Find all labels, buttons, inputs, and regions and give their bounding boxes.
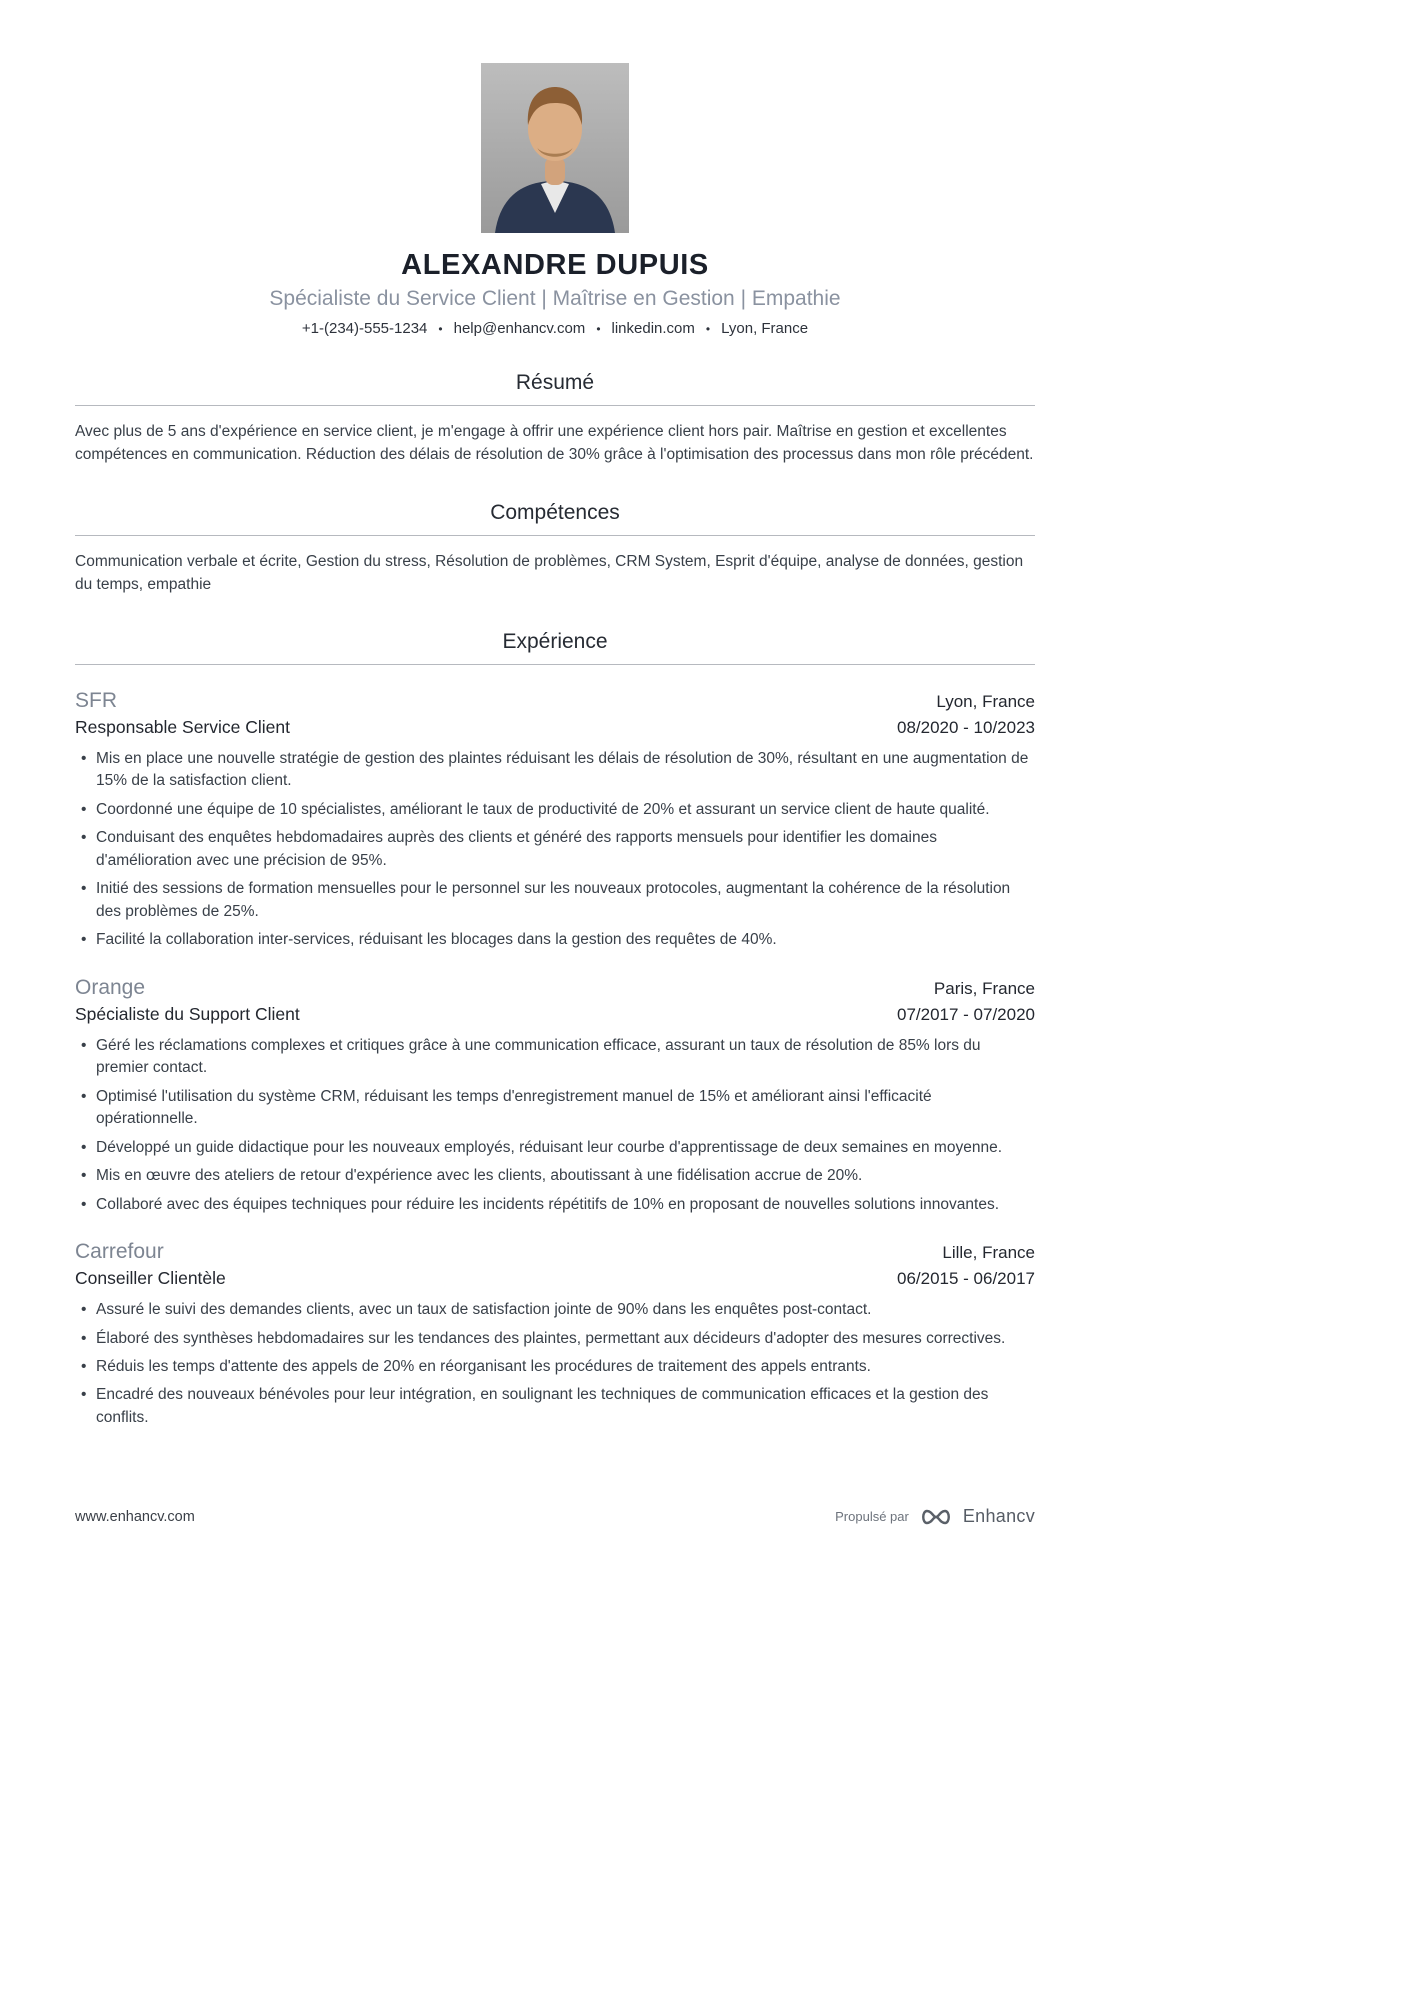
enhancv-brand: Enhancv [962,1506,1035,1526]
profile-photo [481,63,629,233]
location-text: Lyon, France [721,320,809,337]
resume-content [75,0,1035,1429]
header [75,0,1035,337]
powered-by-label: Propulsé par [835,1509,909,1524]
linkedin-link[interactable]: linkedin.com [611,320,695,337]
bullet-item: • Développé un guide didactique pour les nouveaux employés, réduisant leur courbe d'apprentissage de deux semaines en moyenne. [75,1137,1035,1159]
job-header-row [75,976,1035,1000]
person-name: ALEXANDRE DUPUIS [401,249,709,281]
job-title: Spécialiste du Support Client [75,1003,300,1024]
bullet-item: • Mis en œuvre des ateliers de retour d'expérience avec les clients, aboutissant à une fidélisation accrue de 20%. [75,1165,1035,1187]
bullet-item: • Conduisant des enquêtes hebdomadaires auprès des clients et généré des rapports mensuels pour identifier les domaines d'amélioration avec une précision de 95%. [75,827,1035,872]
resume-section-title: Résumé [75,371,1035,406]
email-link[interactable]: help@enhancv.com [453,320,586,337]
job-title: Responsable Service Client [75,717,290,737]
separator-dot [706,323,710,335]
bullet-item: • Coordonné une équipe de 10 spécialistes, améliorant le taux de productivité de 20% et assurant un service client de haute qualité. [75,799,1035,821]
separator-dot [596,323,600,335]
job-header-row [75,689,1035,713]
job-location: Paris, France [933,978,1035,998]
company-name: SFR [75,689,117,712]
job-subheader-row [75,1268,1035,1289]
job-entry [75,976,1035,1216]
job-title: Conseiller Clientèle [75,1268,226,1289]
enhancv-logo-icon [918,1508,954,1526]
bullet-item: • Encadré des nouveaux bénévoles pour leur intégration, en soulignant les techniques de communication efficaces et la gestion des conflits. [75,1384,1035,1429]
job-subheader-row [75,1004,1035,1025]
bullet-item: • Réduis les temps d'attente des appels de 20% en réorganisant les procédures de traitement des appels entrants. [75,1356,1035,1378]
bullet-item: • Facilité la collaboration inter-services, réduisant les blocages dans la gestion des requêtes de 40%. [75,929,1035,951]
job-bullets [75,748,1035,952]
bullet-item: • Collaboré avec des équipes techniques pour réduire les incidents répétitifs de 10% en proposant de nouvelles solutions innovantes. [75,1194,1035,1216]
job-header-row [75,1240,1035,1264]
contact-line [75,320,1035,337]
job-entry [75,1240,1035,1429]
skills-text: Communication verbale et écrite, Gestion du stress, Résolution de problèmes, CRM System, Esprit d'équipe, analyse de données, gestion du temps, empathie [75,552,1024,593]
resume-text: Avec plus de 5 ans d'expérience en service client, je m'engage à offrir une expérience client hors pair. Maîtrise en gestion et excellentes compétences en communication. Réduction des délais de résolution de 30% grâce à l'optimisation des processus dans mon rôle précédent. [75,423,1034,464]
company-name: Carrefour [75,1240,164,1264]
job-location: Lille, France [942,1243,1035,1263]
job-dates: 06/2015 - 06/2017 [896,1269,1035,1289]
job-location: Lyon, France [936,692,1035,711]
powered-by-link[interactable] [835,1506,1035,1527]
job-entry [75,689,1035,952]
bullet-item: • Optimisé l'utilisation du système CRM, réduisant les temps d'enregistrement manuel de 15% et améliorant ainsi l'efficacité opérationnelle. [75,1086,1035,1131]
job-bullets [75,1299,1035,1429]
bullet-item: • Géré les réclamations complexes et critiques grâce à une communication efficace, assurant un taux de résolution de 85% lors du premier contact. [75,1035,1035,1080]
bullet-item: • Assuré le suivi des demandes clients, avec un taux de satisfaction jointe de 90% dans les enquêtes post-contact. [75,1299,1035,1321]
bullet-item: • Élaboré des synthèses hebdomadaires sur les tendances des plaintes, permettant aux décideurs d'adopter des mesures correctives. [75,1328,1035,1350]
company-name: Orange [75,975,146,999]
section-experience [75,630,1035,1429]
separator-dot [438,323,442,335]
job-dates: 08/2020 - 10/2023 [896,718,1035,737]
experience-section-title: Expérience [75,630,1035,665]
phone-number: +1-(234)-555-1234 [301,320,428,337]
portrait-image [481,63,629,233]
job-subheader-row [75,717,1035,738]
footer [75,1506,1035,1527]
skills-section-title: Compétences [75,501,1035,536]
section-resume [75,371,1035,467]
enhancv-website-link[interactable]: www.enhancv.com [75,1508,195,1525]
job-bullets [75,1035,1035,1216]
bullet-item: • Initié des sessions de formation mensuelles pour le personnel sur les nouveaux protocoles, augmentant la cohérence de la résolution des problèmes de 25%. [75,878,1035,923]
job-dates: 07/2017 - 07/2020 [896,1004,1035,1024]
bullet-item: • Mis en place une nouvelle stratégie de gestion des plaintes réduisant les délais de résolution de 30%, résultant en une augmentation de 15% de la satisfaction client. [75,748,1035,793]
section-skills [75,501,1035,597]
headline: Spécialiste du Service Client | Maîtrise en Gestion | Empathie [269,287,841,310]
